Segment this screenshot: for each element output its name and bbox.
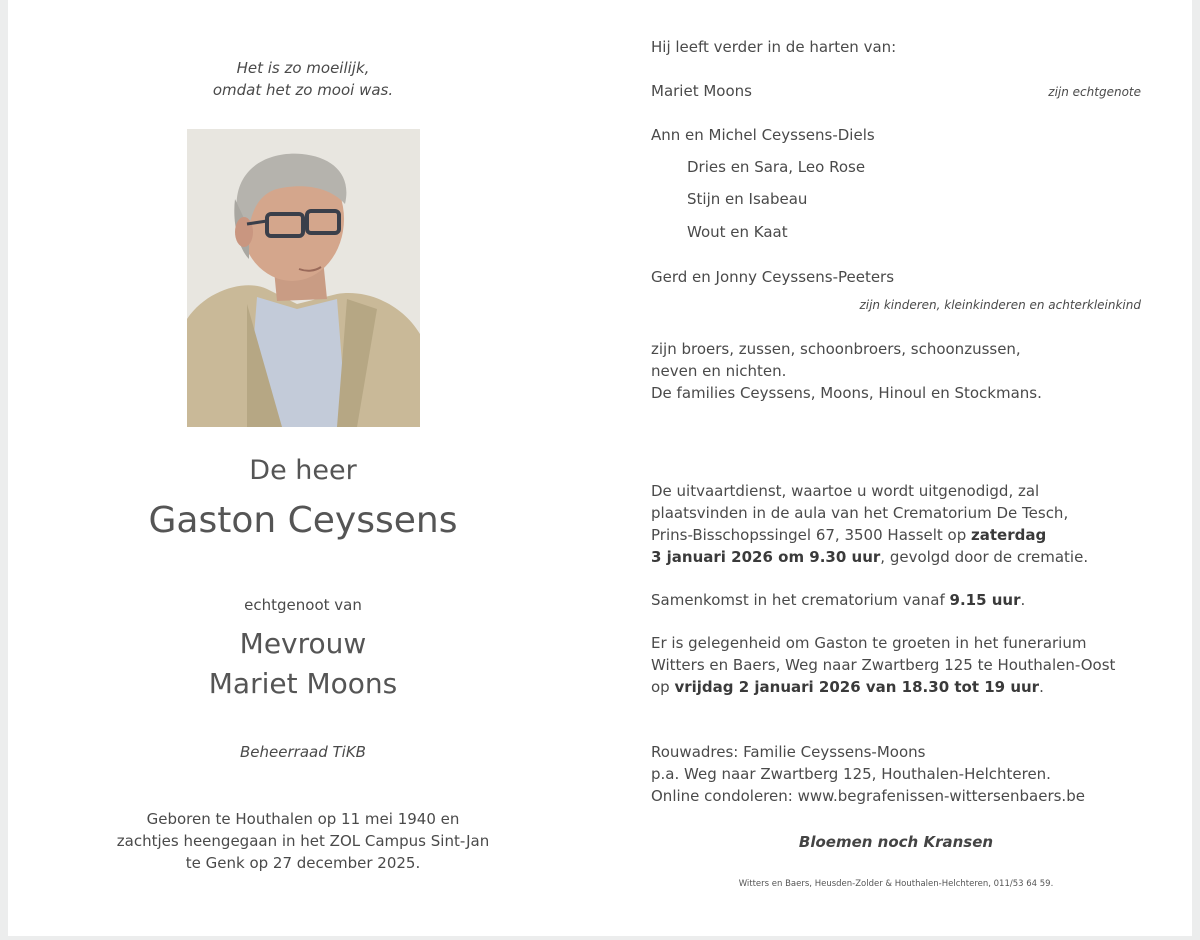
wife-role: zijn echtgenote (1048, 85, 1141, 99)
child-2: Gerd en Jonny Ceyssens-Peeters (651, 268, 895, 286)
survivors-intro: Hij leeft verder in de harten van: (651, 38, 897, 56)
grandchild-1: Dries en Sara, Leo Rose (687, 158, 866, 176)
grandchild-3: Wout en Kaat (687, 223, 788, 241)
grandchild-2: Stijn en Isabeau (687, 190, 808, 208)
funeral-home-footer: Witters en Baers, Heusden-Zolder & Houthalen-Helchteren, 011/53 64 59. (738, 879, 1054, 889)
gathering-info: Samenkomst in het crematorium vanaf 9.15 uur. (651, 591, 1026, 609)
child-1: Ann en Michel Ceyssens-Diels (651, 126, 875, 144)
honorific: De heer (249, 455, 357, 486)
memorial-quote: Het is zo moeilijk, omdat het zo mooi was. (212, 59, 394, 99)
mourning-address: Rouwadres: Familie Ceyssens-Moons p.a. Weg naar Zwartberg 125, Houthalen-Helchteren. Online condoleren: www.begrafenissen-wittersenbaers.be (651, 743, 1085, 805)
extended-family: zijn broers, zussen, schoonbroers, schoonzussen, neven en nichten. De families Ceyssens, Moons, Hinoul en Stockmans. (651, 340, 1042, 402)
flowers-notice: Bloemen noch Kransen (798, 833, 994, 851)
affiliation: Beheerraad TiKB (240, 743, 366, 761)
spouse-label: echtgenoot van (244, 596, 362, 614)
funeral-service-info: De uitvaartdienst, waartoe u wordt uitgenodigd, zal plaatsvinden in de aula van het Crematorium De Tesch, Prins-Bisschopssingel 67, 3500 Hasselt op zaterdag 3 januari 2026 om 9.30 uur, gevolgd door de crematie. (651, 482, 1089, 566)
deceased-name: Gaston Ceyssens (148, 500, 458, 541)
birth-death-info: Geboren te Houthalen op 11 mei 1940 en zachtjes heengegaan in het ZOL Campus Sint-Jan te Genk op 27 december 2025. (116, 810, 490, 872)
portrait-photo (187, 129, 420, 427)
children-role: zijn kinderen, kleinkinderen en achterkleinkind (859, 298, 1141, 312)
wife-name: Mariet Moons (651, 82, 752, 100)
spouse-name: Mevrouw Mariet Moons (208, 627, 398, 700)
visitation-info: Er is gelegenheid om Gaston te groeten in het funerarium Witters en Baers, Weg naar Zwartberg 125 te Houthalen-Oost op vrijdag 2 januari 2026 van 18.30 tot 19 uur. (651, 634, 1116, 696)
